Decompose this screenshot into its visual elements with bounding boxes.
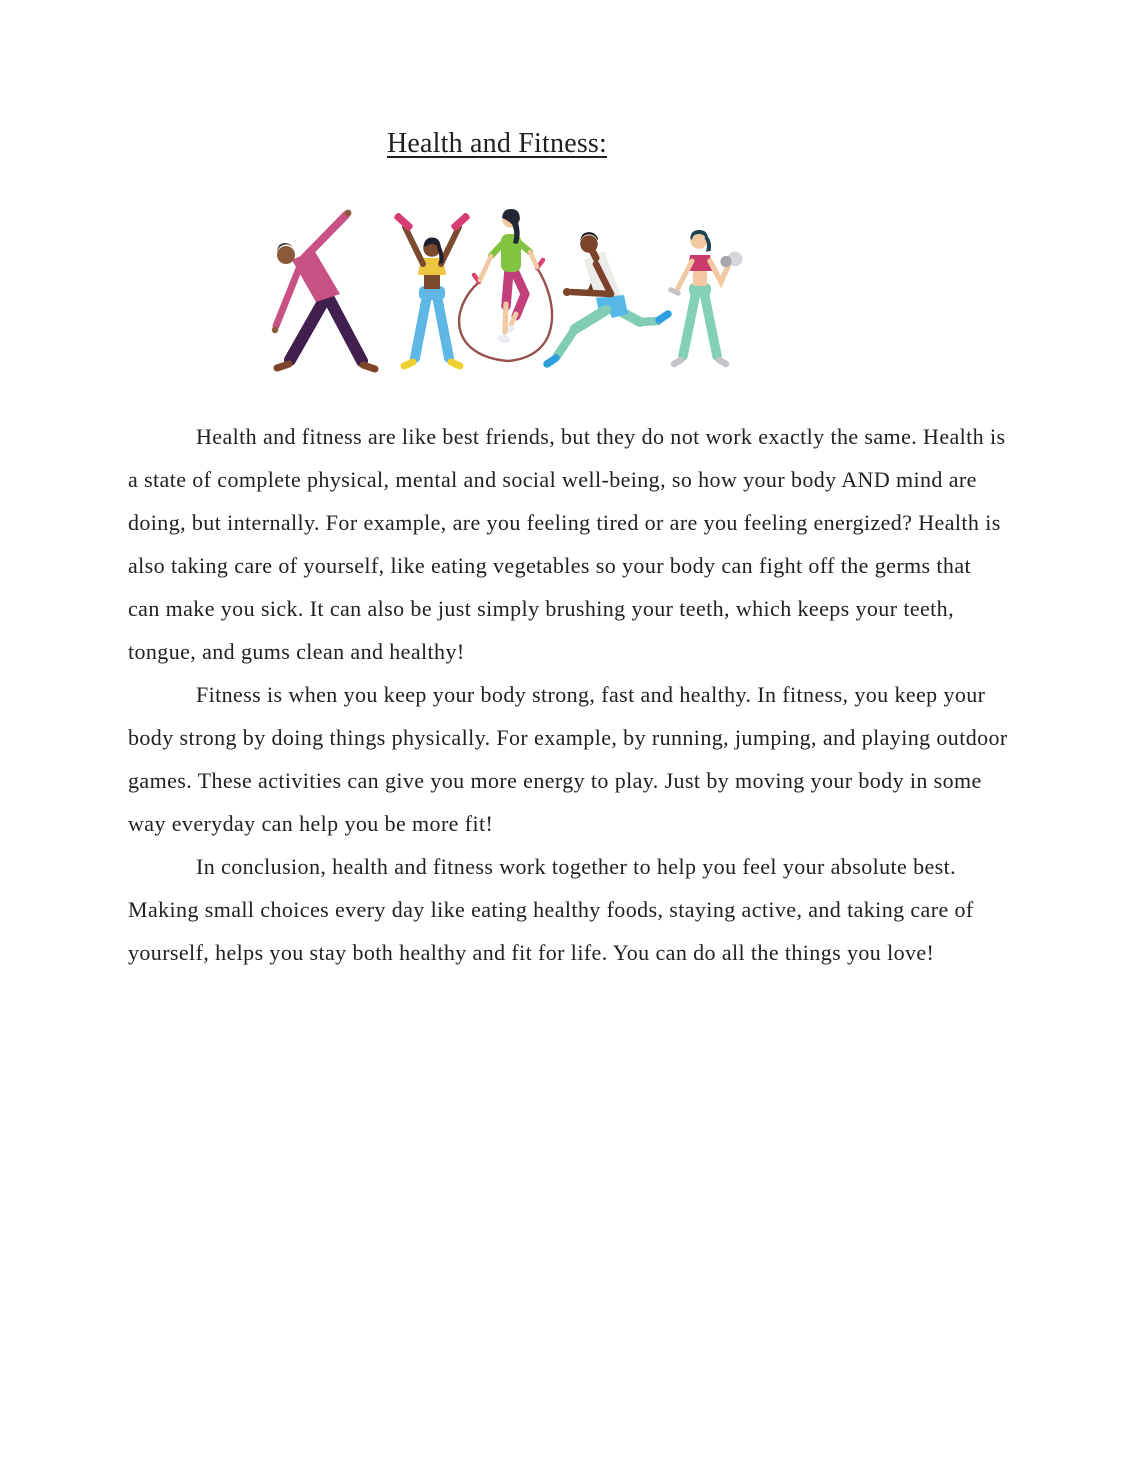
figure-runner-icon [547, 232, 668, 364]
essay-body [128, 415, 1008, 974]
fitness-illustration-svg [258, 198, 745, 376]
figure-bicep-curl-icon [668, 230, 743, 364]
page-title-text: Health and Fitness: [387, 128, 607, 159]
essay-paragraph-health: Health and fitness are like best friends, but they do not work exactly the same. Health is a state of complete physical, mental and social well-being, so how your body AND mind are doing, but internally. For example, are you feeling tired or are you feeling energized? Health is also taking care of yourself, like eating vegetables so your body can fight off the germs that can make you sick. It can also be just simply brushing your teeth, which keeps your teeth, tongue, and gums clean and healthy! [128, 424, 1006, 664]
figure-jump-rope-icon [459, 209, 552, 361]
figure-overhead-dumbbell-icon [393, 212, 471, 366]
essay-paragraph-fitness: Fitness is when you keep your body strong, fast and healthy. In fitness, you keep your body strong by doing things physically. For example, by running, jumping, and playing outdoor games. These activities can give you more energy to play. Just by moving your body in some way everyday can help you be more fit! [128, 682, 1008, 836]
fitness-illustration [258, 198, 745, 376]
figure-side-stretch-icon [272, 210, 375, 369]
page-title [0, 128, 994, 160]
essay-paragraph-conclusion: In conclusion, health and fitness work together to help you feel your absolute best. Making small choices every day like eating healthy foods, staying active, and taking care of yourself, helps you stay both healthy and fit for life. You can do all the things you love! [128, 854, 974, 965]
